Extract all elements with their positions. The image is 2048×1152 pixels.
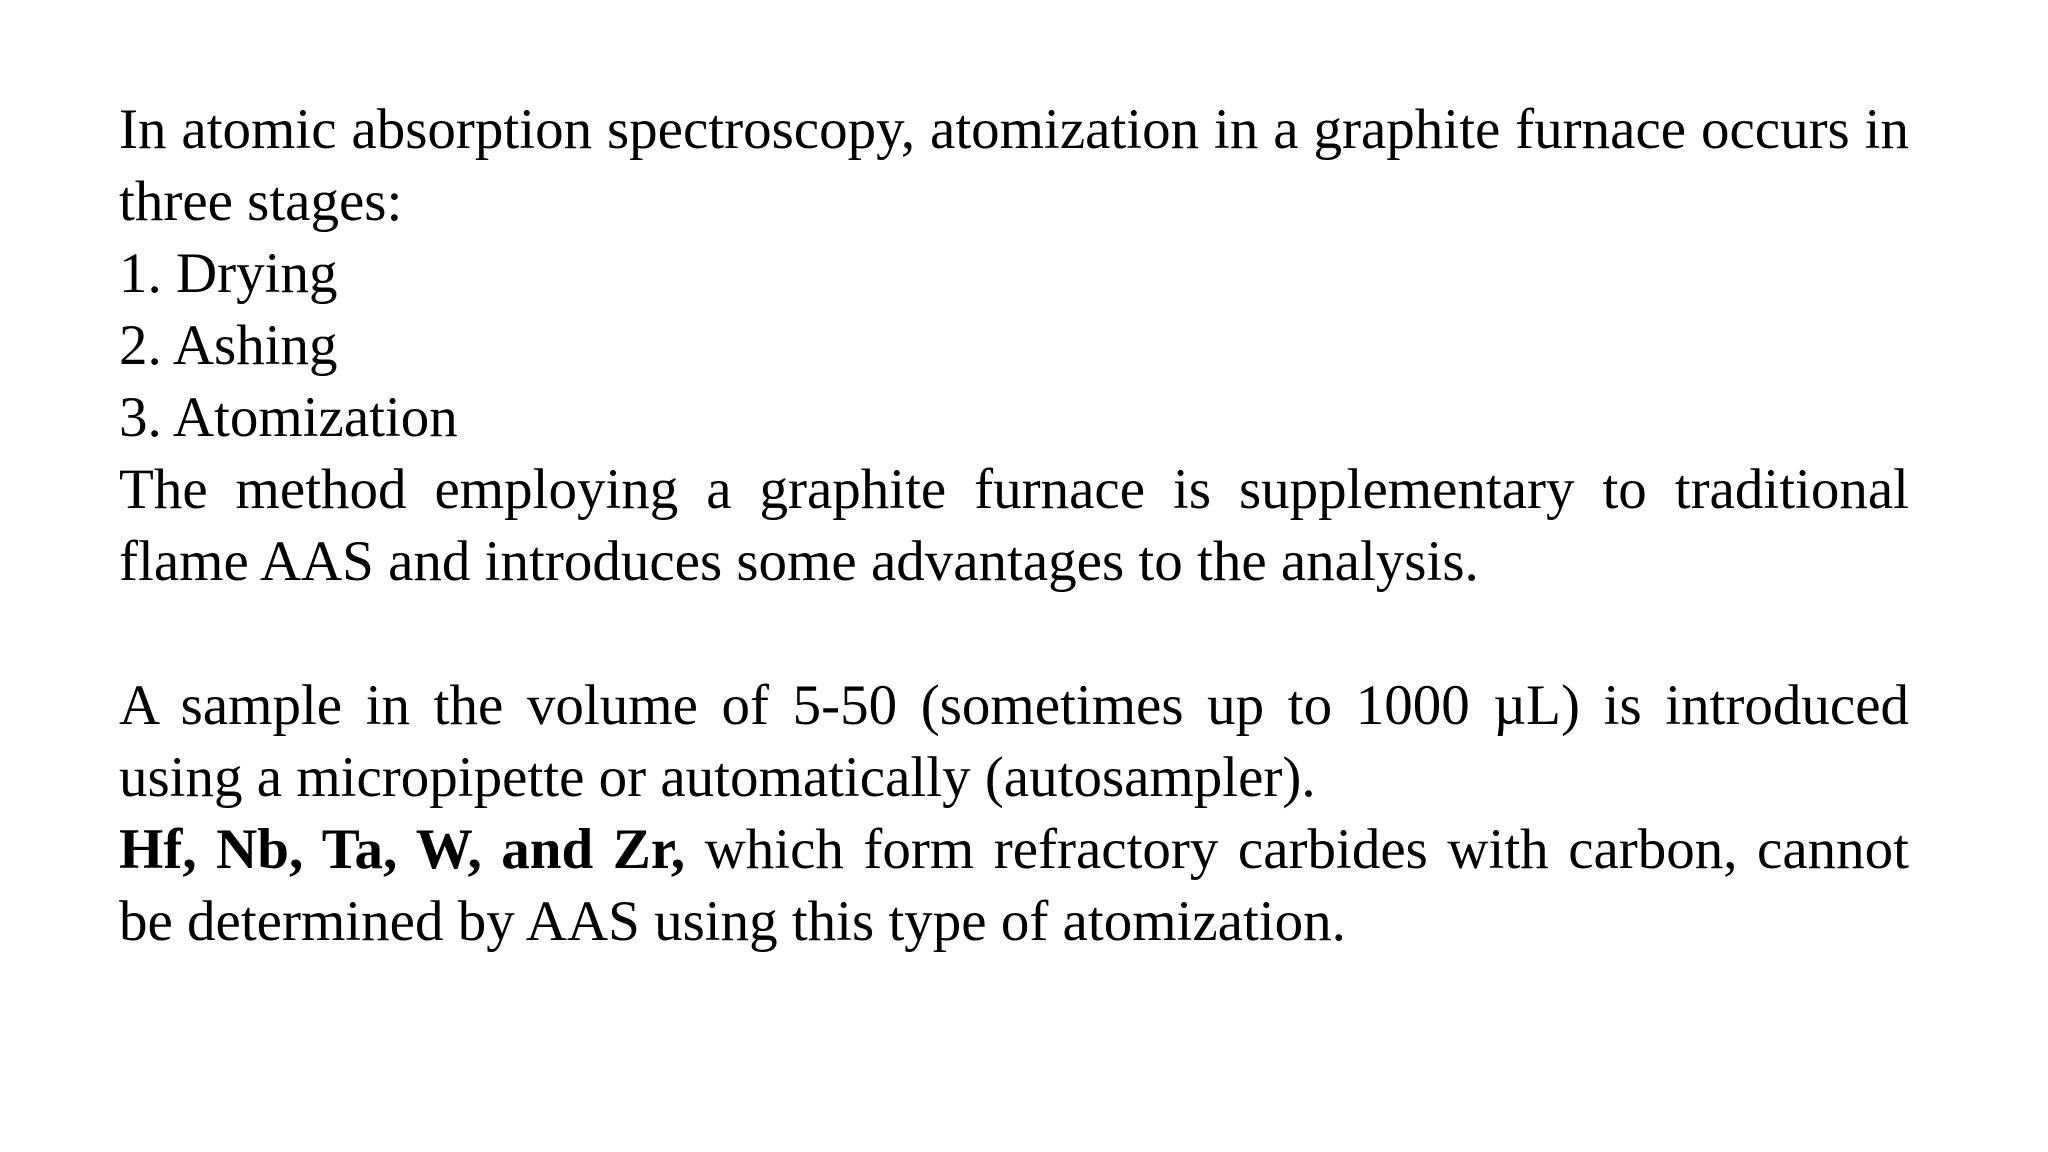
paragraph-spacer: [119, 598, 1909, 670]
elements-paragraph: [119, 814, 1909, 958]
slide-content: [119, 94, 1909, 958]
stage-item: 1. Drying: [119, 242, 338, 305]
method-text: The method employing a graphite furnace is supplementary to traditional flame AAS and introduces some advantages to the analysis.: [119, 458, 1909, 593]
elements-bold-text: Hf, Nb, Ta, W, and Zr,: [119, 818, 686, 881]
intro-paragraph: [119, 94, 1909, 238]
method-paragraph: [119, 454, 1909, 598]
intro-text: In atomic absorption spectroscopy, atomization in a graphite furnace occurs in three stages:: [119, 98, 1909, 233]
elements-text: which form refractory carbides with carbon, cannot be determined by AAS using this type of atomization.: [119, 818, 1909, 953]
sample-text: A sample in the volume of 5-50 (sometimes up to 1000 µL) is introduced using a micropipette or automatically (autosampler).: [119, 674, 1909, 809]
stage-item: 3. Atomization: [119, 386, 458, 449]
stage-item: 2. Ashing: [119, 314, 338, 377]
stages-list: [119, 238, 1909, 454]
sample-paragraph: [119, 670, 1909, 814]
